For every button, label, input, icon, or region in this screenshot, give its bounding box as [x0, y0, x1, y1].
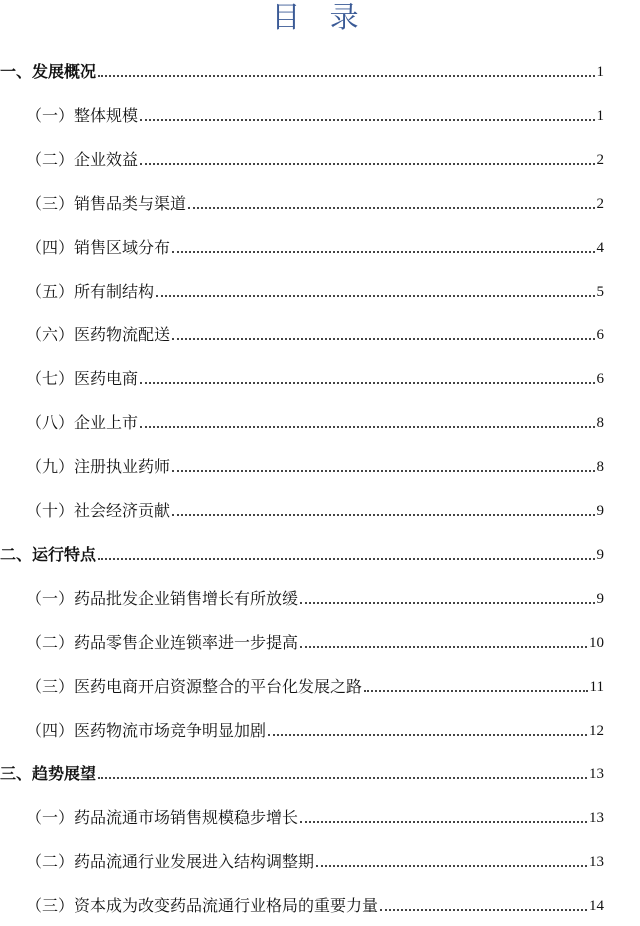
toc-section-entry[interactable] — [0, 541, 604, 565]
toc-entry-title: （四）销售区域分布 — [26, 237, 171, 257]
toc-subsection-entry[interactable] — [26, 321, 604, 345]
toc-dot-leader — [98, 762, 587, 779]
toc-page-number: 12 — [589, 722, 604, 739]
toc-dot-leader — [156, 280, 594, 297]
toc-dot-leader — [140, 367, 594, 384]
toc-dot-leader — [300, 587, 594, 604]
toc-page-number: 1 — [596, 64, 604, 80]
toc-dot-leader — [188, 192, 594, 209]
toc-subsection-entry[interactable] — [26, 146, 604, 170]
toc-dot-leader — [172, 455, 594, 472]
toc-page-number: 8 — [596, 415, 604, 432]
toc-section-entry[interactable] — [0, 58, 604, 82]
toc-dot-leader — [140, 148, 594, 165]
toc-entry-title: （九）注册执业药师 — [26, 457, 171, 477]
toc-page-number: 4 — [596, 239, 604, 256]
toc-entry-title: （十）社会经济贡献 — [26, 501, 171, 520]
toc-dot-leader — [300, 631, 587, 648]
toc-entry-title: （三）医药电商开启资源整合的平台化发展之路 — [26, 676, 363, 696]
toc-entry-title: （一）药品流通市场销售规模稳步增长 — [26, 808, 299, 828]
toc-page-number: 1 — [596, 107, 604, 124]
toc-dot-leader — [268, 719, 587, 736]
toc-entry-title: （五）所有制结构 — [26, 281, 155, 301]
toc-subsection-entry[interactable] — [26, 497, 604, 521]
toc-dot-leader — [172, 499, 594, 516]
toc-subsection-entry[interactable] — [26, 453, 604, 477]
toc-entry-title: 二、运行特点 — [0, 544, 97, 564]
toc-entry-title: （一）药品批发企业销售增长有所放缓 — [26, 588, 299, 608]
toc-entry-title: （三）销售品类与渠道 — [26, 193, 187, 213]
toc-entry-title: 一、发展概况 — [0, 62, 97, 81]
toc-page-number: 9 — [596, 503, 604, 519]
toc-entry-title: （八）企业上市 — [26, 413, 139, 433]
toc-subsection-entry[interactable] — [26, 102, 604, 126]
toc-subsection-entry[interactable] — [26, 892, 604, 916]
toc-page-number: 13 — [589, 810, 604, 827]
toc-subsection-entry[interactable] — [26, 365, 604, 389]
toc-subsection-entry[interactable] — [26, 848, 604, 872]
page-title: 目 录 — [271, 0, 369, 34]
toc-entry-title: （三）资本成为改变药品流通行业格局的重要力量 — [26, 896, 379, 916]
toc-dot-leader — [316, 850, 587, 867]
toc-subsection-entry[interactable] — [26, 673, 604, 697]
toc-page-number: 10 — [589, 634, 604, 651]
toc-page-number: 2 — [596, 195, 604, 212]
toc-entry-title: （二）企业效益 — [26, 149, 139, 169]
toc-entry-title: （一）整体规模 — [26, 105, 139, 125]
toc-dot-leader — [140, 104, 594, 121]
toc-page-number: 2 — [596, 151, 604, 168]
toc-subsection-entry[interactable] — [26, 717, 604, 741]
toc-subsection-entry[interactable] — [26, 629, 604, 653]
toc-dot-leader — [98, 543, 594, 560]
toc-dot-leader — [98, 60, 594, 77]
toc-page-number: 9 — [596, 590, 604, 607]
toc-page-number: 13 — [589, 854, 604, 871]
toc-page-number: 11 — [589, 678, 604, 695]
toc-entry-title: （二）药品流通行业发展进入结构调整期 — [26, 852, 315, 872]
toc-page-number: 6 — [596, 327, 604, 344]
toc-entry-title: （六）医药物流配送 — [26, 325, 171, 345]
toc-page-number: 14 — [589, 898, 604, 915]
toc-dot-leader — [172, 236, 594, 253]
toc-dot-leader — [300, 806, 587, 823]
toc-dot-leader — [380, 894, 587, 911]
toc-page-number: 13 — [589, 766, 604, 783]
toc-subsection-entry[interactable] — [26, 409, 604, 433]
toc-entry-title: （二）药品零售企业连锁率进一步提高 — [26, 632, 299, 652]
toc-page-number: 8 — [596, 459, 604, 476]
toc-subsection-entry[interactable] — [26, 190, 604, 214]
toc-page-number: 5 — [596, 283, 604, 300]
toc-dot-leader — [172, 323, 594, 340]
toc-entry-title: （七）医药电商 — [26, 369, 139, 389]
toc-subsection-entry[interactable] — [26, 234, 604, 258]
toc-dot-leader — [364, 675, 588, 692]
toc-subsection-entry[interactable] — [26, 278, 604, 302]
toc-entry-title: （四）医药物流市场竞争明显加剧 — [26, 720, 267, 740]
toc-page-number: 6 — [596, 371, 604, 388]
toc-entry-title: 三、趋势展望 — [0, 764, 97, 784]
toc-subsection-entry[interactable] — [26, 585, 604, 609]
toc-dot-leader — [140, 411, 594, 428]
toc-subsection-entry[interactable] — [26, 804, 604, 828]
toc-page-number: 9 — [596, 546, 604, 563]
toc-section-entry[interactable] — [0, 760, 604, 784]
